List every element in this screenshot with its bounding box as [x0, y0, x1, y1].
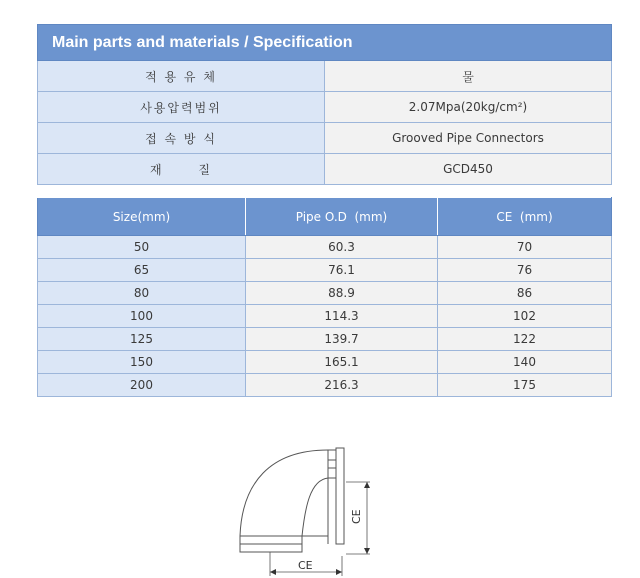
pipe-od-cell: 76.1	[246, 259, 438, 282]
spec-title-row	[38, 25, 612, 61]
header-ce: CE (mm)	[438, 198, 612, 236]
pipe-od-cell: 165.1	[246, 351, 438, 374]
bottom-groove	[240, 536, 302, 544]
size-cell: 50	[38, 236, 246, 259]
ce-cell: 175	[438, 374, 612, 397]
ce-horizontal-label: CE	[298, 559, 313, 572]
ce-cell: 70	[438, 236, 612, 259]
spec-row	[38, 92, 612, 123]
table-row	[38, 305, 612, 328]
spec-value: Grooved Pipe Connectors	[325, 123, 612, 154]
top-flange-lower	[328, 468, 336, 478]
spec-value: 2.07Mpa(20kg/cm²)	[325, 92, 612, 123]
spec-label: 사용압력범위	[38, 92, 325, 123]
ce-cell: 122	[438, 328, 612, 351]
size-header-row	[38, 198, 612, 236]
spec-row	[38, 154, 612, 185]
table-row	[38, 236, 612, 259]
table-row	[38, 282, 612, 305]
table-row	[38, 259, 612, 282]
table-row	[38, 328, 612, 351]
table-row	[38, 351, 612, 374]
table-row	[38, 374, 612, 397]
spec-value: 물	[325, 61, 612, 92]
size-cell: 80	[38, 282, 246, 305]
size-cell: 200	[38, 374, 246, 397]
top-flange	[328, 450, 336, 460]
ce-cell: 76	[438, 259, 612, 282]
size-table	[37, 197, 612, 397]
spec-label: 접 속 방 식	[38, 123, 325, 154]
ce-cell: 140	[438, 351, 612, 374]
size-cell: 100	[38, 305, 246, 328]
pipe-od-cell: 60.3	[246, 236, 438, 259]
right-end-groove	[336, 448, 344, 544]
size-cell: 150	[38, 351, 246, 374]
pipe-od-cell: 216.3	[246, 374, 438, 397]
spec-row	[38, 61, 612, 92]
spec-label: 적 용 유 체	[38, 61, 325, 92]
header-size: Size(mm)	[38, 198, 246, 236]
ce-cell: 102	[438, 305, 612, 328]
spec-label: 재 질	[38, 154, 325, 185]
ce-cell: 86	[438, 282, 612, 305]
spec-table	[37, 24, 612, 185]
elbow-inner-curve	[302, 478, 328, 536]
ce-vertical-label: CE	[350, 509, 363, 524]
elbow-outer-curve	[240, 450, 328, 536]
spec-value: GCD450	[325, 154, 612, 185]
header-pipe-od: Pipe O.D (mm)	[246, 198, 438, 236]
elbow-fitting-drawing	[230, 438, 390, 578]
pipe-od-cell: 139.7	[246, 328, 438, 351]
size-cell: 125	[38, 328, 246, 351]
pipe-od-cell: 88.9	[246, 282, 438, 305]
bottom-flange	[240, 544, 302, 552]
spec-row	[38, 123, 612, 154]
spec-title: Main parts and materials / Specification	[38, 25, 612, 61]
pipe-od-cell: 114.3	[246, 305, 438, 328]
size-cell: 65	[38, 259, 246, 282]
